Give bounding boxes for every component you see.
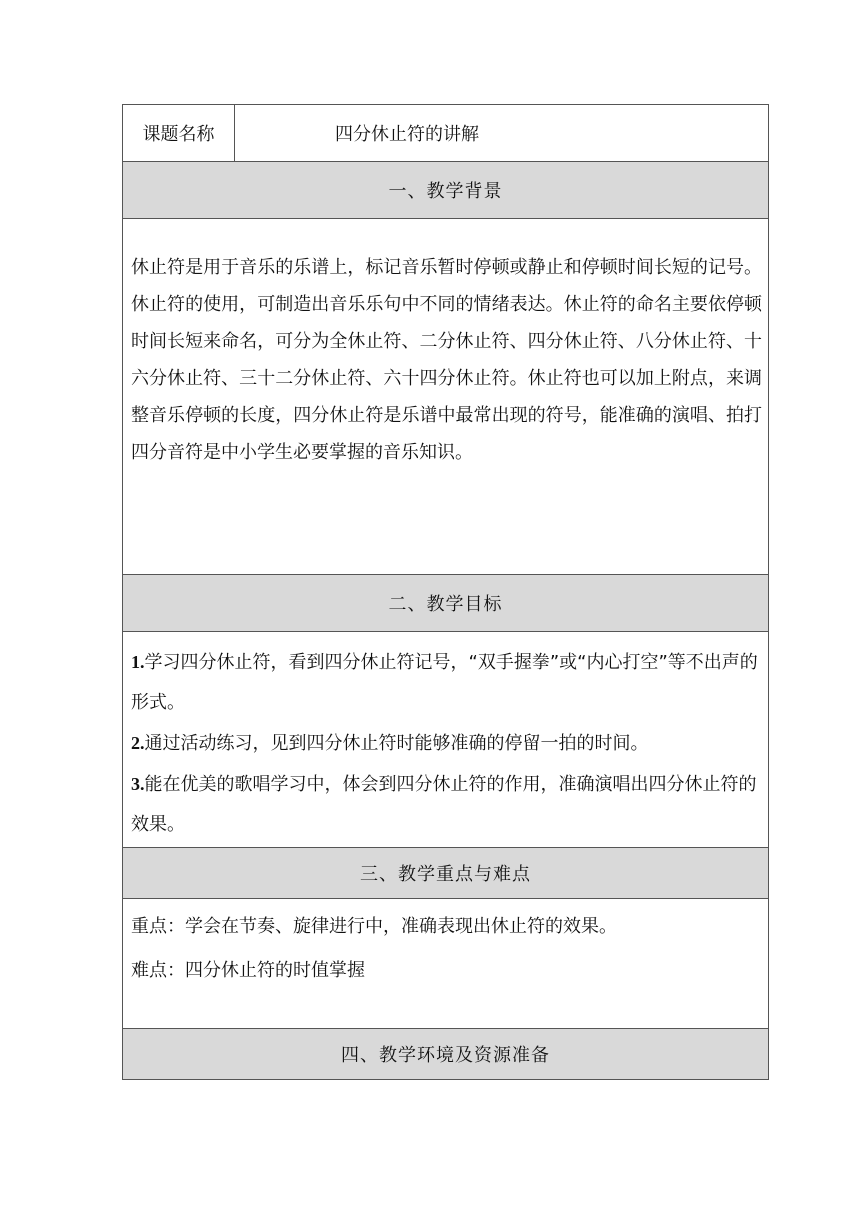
section-heading-goals: 二、教学目标 [123, 575, 769, 632]
goals-heading-row [123, 575, 769, 632]
goal-text: 通过活动练习，见到四分休止符时能够准确的停留一拍的时间。 [144, 733, 649, 754]
section-heading-background: 一、教学背景 [123, 162, 769, 219]
lesson-plan-table [122, 104, 769, 1080]
section-heading-resources: 四、教学环境及资源准备 [123, 1029, 769, 1080]
goal-text: 学习四分休止符，看到四分休止符记号，“双手握拳”或“内心打空”等不出声的形式。 [131, 652, 758, 713]
section-heading-focus: 三、教学重点与难点 [123, 848, 769, 899]
goal-item [131, 723, 762, 764]
focus-content [123, 899, 769, 1029]
goal-item [131, 764, 762, 845]
topic-title: 四分休止符的讲解 [235, 105, 769, 162]
topic-label: 课题名称 [123, 105, 235, 162]
goal-text: 能在优美的歌唱学习中，体会到四分休止符的作用，准确演唱出四分休止符的效果。 [131, 774, 757, 835]
background-content [123, 219, 769, 575]
goal-number: 2. [131, 733, 145, 753]
focus-body-row [123, 899, 769, 1029]
goals-content [123, 632, 769, 848]
background-paragraph: 休止符是用于音乐的乐谱上，标记音乐暂时停顿或静止和停顿时间长短的记号。休止符的使用，可制造出音乐乐句中不同的情绪表达。休止符的命名主要依停顿时间长短来命名，可分为全休止符、二分休止符、四分休止符、八分休止符、十六分休止符、三十二分休止符、六十四分休止符。休止符也可以加上附点，来调整音乐停顿的长度，四分休止符是乐谱中最常出现的符号，能准确的演唱、拍打四分音符是中小学生必要掌握的音乐知识。 [131, 257, 762, 463]
focus-heading-row [123, 848, 769, 899]
goals-body-row [123, 632, 769, 848]
header-row [123, 105, 769, 162]
background-heading-row [123, 162, 769, 219]
background-body-row [123, 219, 769, 575]
goal-number: 3. [131, 774, 145, 794]
goal-number: 1. [131, 652, 145, 672]
difficulty-text: 难点：四分休止符的时值掌握 [131, 960, 365, 981]
resources-heading-row [123, 1029, 769, 1080]
key-point-text: 重点：学会在节奏、旋律进行中，准确表现出休止符的效果。 [131, 916, 617, 937]
goal-item [131, 642, 762, 723]
